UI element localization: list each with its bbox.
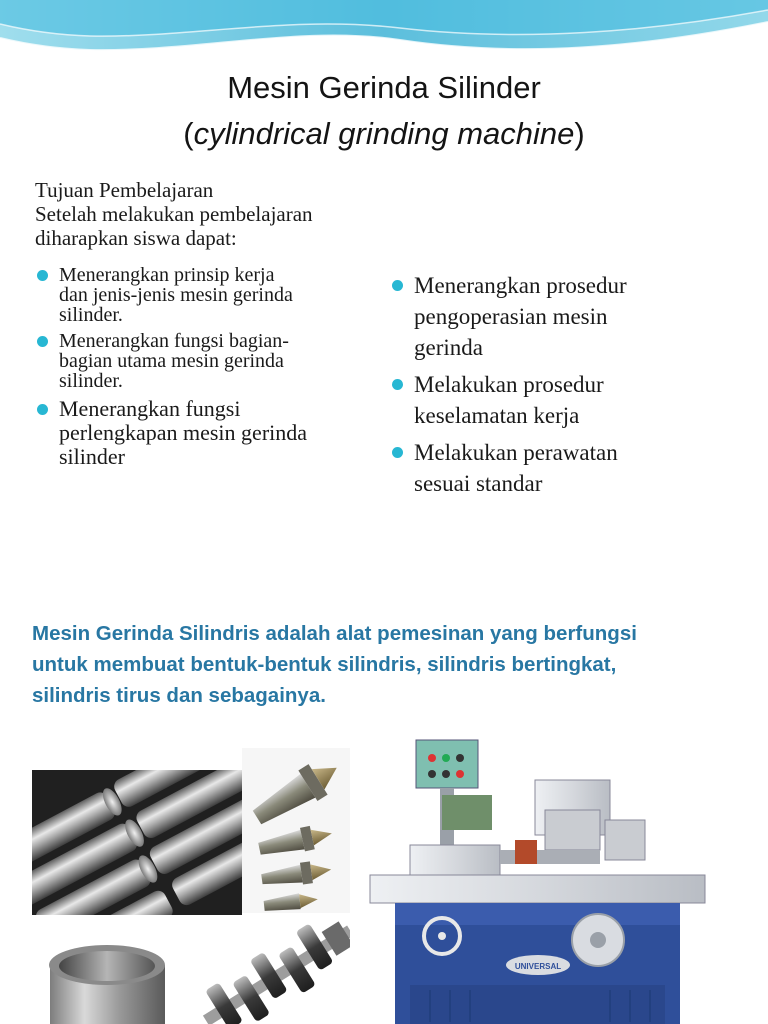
objective-item: Menerangkan fungsi perlengkapan mesin gerinda silinder <box>35 397 380 469</box>
bullet-icon <box>392 447 403 458</box>
crankshaft-photo <box>185 920 365 1024</box>
intro-line: Tujuan Pembelajaran <box>35 178 214 202</box>
learning-objectives-intro <box>35 178 395 250</box>
bullet-icon <box>392 379 403 390</box>
cylindrical-grinding-machine-photo <box>350 700 725 1024</box>
objective-item: Melakukan prosedur keselamatan kerja <box>390 369 740 431</box>
steel-cylinders-photo <box>32 770 242 915</box>
bullet-icon <box>37 404 48 415</box>
intro-line: Setelah melakukan pembelajaran <box>35 202 313 226</box>
steel-sleeve-photo <box>32 935 182 1024</box>
lathe-centers-photo <box>242 748 350 913</box>
intro-line: diharapkan siswa dapat: <box>35 226 237 250</box>
bullet-icon <box>392 280 403 291</box>
bullet-icon <box>37 270 48 281</box>
wave-decoration <box>0 0 768 70</box>
bullet-icon <box>37 336 48 347</box>
objective-item: Melakukan perawatan sesuai standar <box>390 437 740 499</box>
slide-subtitle: (cylindrical grinding machine) <box>183 116 585 151</box>
objective-item: Menerangkan fungsi bagian- bagian utama mesin gerinda silinder. <box>35 331 380 391</box>
machine-brand-label: UNIVERSAL <box>514 962 562 971</box>
objectives-right-column <box>390 270 740 505</box>
objective-item: Menerangkan prinsip kerja dan jenis-jenis mesin gerinda silinder. <box>35 265 380 325</box>
objective-item: Menerangkan prosedur pengoperasian mesin gerinda <box>390 270 740 363</box>
definition-text: Mesin Gerinda Silindris adalah alat pemesinan yang berfungsi untuk membuat bentuk-bentuk silindris, silindris bertingkat, silindris tirus dan sebagainya. <box>32 622 637 707</box>
objectives-left-column <box>35 265 380 469</box>
slide-title: Mesin Gerinda Silinder <box>227 70 541 105</box>
